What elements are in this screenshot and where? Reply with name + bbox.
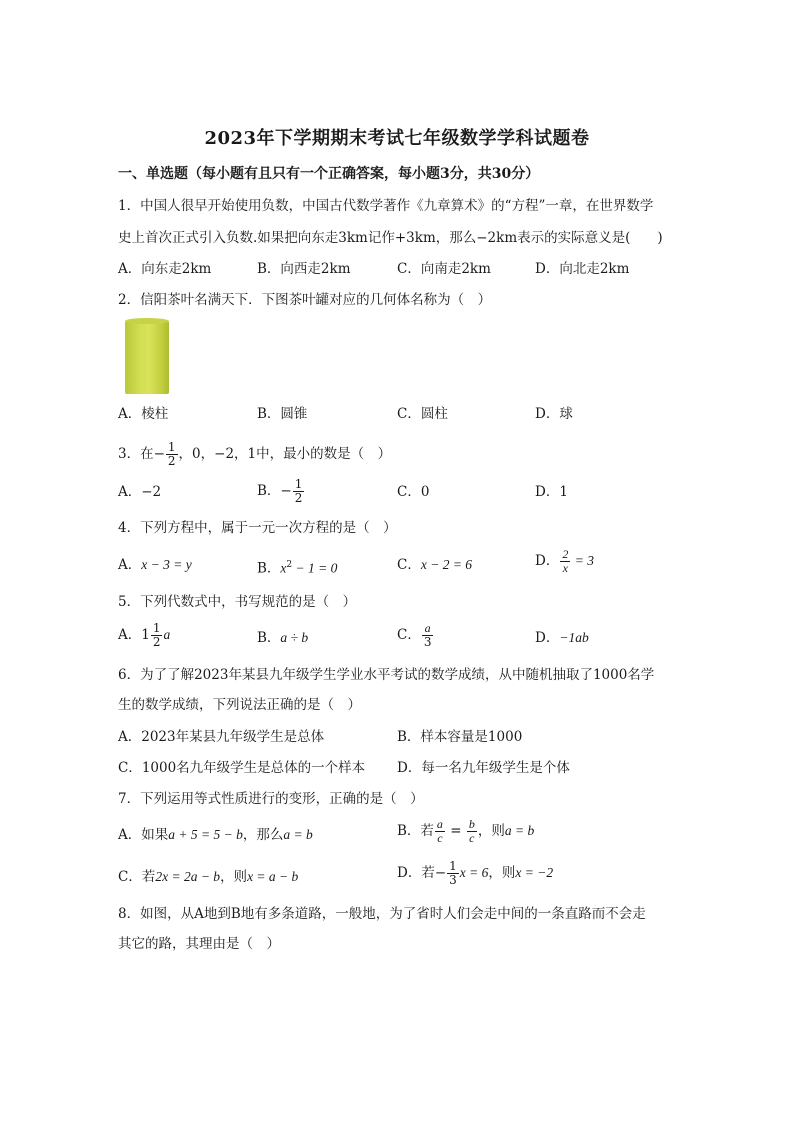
q4-option-c: [397, 555, 472, 575]
q6-option-c: C．1000名九年级学生是总体的一个样本: [118, 760, 366, 776]
q5-option-d-label: D．: [535, 630, 560, 646]
q4-option-d-label: D．: [535, 553, 560, 569]
q7-option-b-frac1: [435, 818, 445, 845]
section-heading: 一、单选题（每小题有且只有一个正确答案，每小题3分，共30分）: [118, 166, 540, 182]
q3-option-a: A．−2: [118, 484, 162, 500]
q7-option-b-frac2: [467, 818, 477, 845]
q7-option-c-prefix: C．若: [118, 869, 156, 885]
q5-option-a-num: 1: [152, 621, 161, 635]
q7-option-a-result: a = b: [283, 827, 313, 842]
q7-option-b-prefix: B．若: [397, 823, 434, 839]
q7-option-d-expr: x = 6: [459, 865, 489, 880]
q3-stem-prefix: 3．在−: [118, 446, 165, 462]
q4-stem: 4．下列方程中，属于一元一次方程的是（ ）: [118, 520, 397, 536]
q3-option-b-prefix: B．−: [257, 483, 292, 499]
q4-option-c-label: C．: [397, 557, 421, 573]
q3-option-b-den: 2: [294, 491, 303, 505]
tea-canister-image: [125, 320, 169, 394]
q1-stem-line1: 1．中国人很早开始使用负数，中国古代数学著作《九章算术》的“方程”一章，在世界数学: [118, 198, 654, 214]
q4-option-a: [118, 555, 192, 575]
q3-stem-suffix: ，0，−2，1中，最小的数是（ ）: [178, 446, 392, 462]
q6-option-a: A．2023年某县九年级学生是总体: [118, 729, 325, 745]
q3-fraction-num: 1: [167, 440, 176, 454]
q7-option-a: [118, 825, 313, 845]
q4-option-d-num: 2: [562, 547, 569, 561]
q1-stem-line2: 史上首次正式引入负数.如果把向东走3km记作+3km，那么−2km表示的实际意义是( ): [118, 230, 663, 246]
q3-option-b-fraction: [293, 478, 305, 505]
q8-stem-line2: 其它的路，其理由是（ ）: [118, 936, 280, 952]
q4-option-b-rest: − 1 = 0: [292, 560, 338, 576]
q5-option-a-whole: 1: [141, 627, 150, 643]
q7-option-b: [397, 818, 534, 845]
q3-fraction-den: 2: [167, 454, 176, 468]
q4-option-d-fraction: [560, 548, 570, 575]
q2-option-d: D．球: [535, 406, 573, 422]
exam-title: 2023年下学期期末考试七年级数学学科试题卷: [204, 128, 590, 149]
q5-option-b-expr: a ÷ b: [280, 630, 309, 645]
q5-option-a-fraction: [151, 622, 163, 649]
q5-option-c-num: a: [422, 622, 434, 636]
q5-option-b-label: B．: [257, 630, 281, 646]
q4-option-b-label: B．: [257, 560, 281, 577]
q5-option-c: [397, 622, 434, 649]
q7-option-d-prefix: D．若−: [397, 865, 447, 881]
q3-option-b-num: 1: [294, 477, 303, 491]
q7-option-b-result: a = b: [504, 823, 535, 838]
q7-option-d: [397, 860, 553, 887]
q7-option-c-result: x = a − b: [247, 869, 299, 884]
q7-option-d-num: 1: [449, 859, 457, 873]
q5-option-b: [257, 628, 308, 648]
q3-option-d: D．1: [535, 484, 568, 500]
q7-option-b-n1: a: [436, 817, 443, 831]
q1-option-c: C．向南走2km: [397, 261, 491, 277]
q6-option-d: D．每一名九年级学生是个体: [397, 760, 570, 776]
q7-option-b-mid: ，则: [477, 823, 505, 839]
q7-option-c: [118, 867, 298, 887]
q1-option-d: D．向北走2km: [535, 261, 630, 277]
tea-canister-lid: [125, 318, 169, 324]
q2-option-c: C．圆柱: [397, 406, 448, 422]
q4-option-b: [257, 555, 337, 579]
q7-option-b-eq: =: [445, 823, 466, 839]
q5-option-c-label: C．: [397, 627, 421, 643]
q6-stem-line2: 生的数学成绩，下列说法正确的是（ ）: [118, 697, 361, 713]
q2-option-b: B．圆锥: [257, 406, 308, 422]
q5-option-a: [118, 622, 170, 649]
q3-stem: [118, 441, 391, 468]
q7-option-a-mid: ，那么: [242, 827, 284, 843]
q8-stem-line1: 8．如图，从A地到B地有多条道路，一般地，为了省时人们会走中间的一条直路而不会走: [118, 906, 646, 922]
q7-option-d-den: 3: [449, 873, 457, 887]
q4-option-c-expr: x − 2 = 6: [420, 557, 473, 572]
q4-option-a-label: A．: [118, 557, 142, 573]
q2-option-a: A．棱柱: [118, 406, 169, 422]
q5-option-c-fraction: [422, 622, 434, 649]
q5-option-d-expr: −1ab: [559, 630, 589, 645]
q5-option-a-den: 2: [152, 635, 161, 649]
q4-option-a-expr: x − 3 = y: [141, 557, 192, 572]
q4-option-d: [535, 548, 594, 575]
q5-option-a-var: a: [163, 627, 171, 642]
q7-option-b-d1: c: [437, 831, 443, 845]
q4-option-d-rest: = 3: [571, 553, 594, 568]
q3-option-b: [257, 478, 305, 505]
q5-option-a-label: A．: [118, 627, 142, 643]
q4-option-b-base: x: [280, 560, 287, 576]
q7-option-b-d2: c: [469, 831, 475, 845]
q7-option-d-mid: ，则: [488, 865, 516, 881]
q5-stem: 5．下列代数式中，书写规范的是（ ）: [118, 594, 357, 610]
q7-option-d-fraction: [447, 860, 459, 887]
q6-stem-line1: 6．为了了解2023年某县九年级学生学业水平考试的数学成绩，从中随机抽取了1000名学: [118, 667, 655, 683]
q1-option-b: B．向西走2km: [257, 261, 351, 277]
q5-option-d: [535, 628, 589, 648]
q7-option-c-mid: ，则: [220, 869, 248, 885]
q7-option-c-expr: 2x = 2a − b: [155, 869, 221, 884]
q7-option-b-n2: b: [468, 817, 475, 831]
q1-option-a: A．向东走2km: [118, 261, 212, 277]
q3-option-c: C．0: [397, 484, 430, 500]
q7-option-d-result: x = −2: [515, 865, 554, 880]
q7-stem: 7．下列运用等式性质进行的变形，正确的是（ ）: [118, 791, 424, 807]
q5-option-c-den: 3: [423, 635, 432, 649]
q7-option-a-expr: a + 5 = 5 − b: [168, 827, 243, 842]
q4-option-b-exp: 2: [286, 560, 293, 570]
q7-option-a-prefix: A．如果: [118, 827, 169, 843]
q3-fraction: [166, 441, 178, 468]
q2-stem: 2．信阳茶叶名满天下．下图茶叶罐对应的几何体名称为（ ）: [118, 292, 492, 308]
q6-option-b: B．样本容量是1000: [397, 729, 523, 745]
q4-option-d-den: x: [562, 561, 568, 575]
